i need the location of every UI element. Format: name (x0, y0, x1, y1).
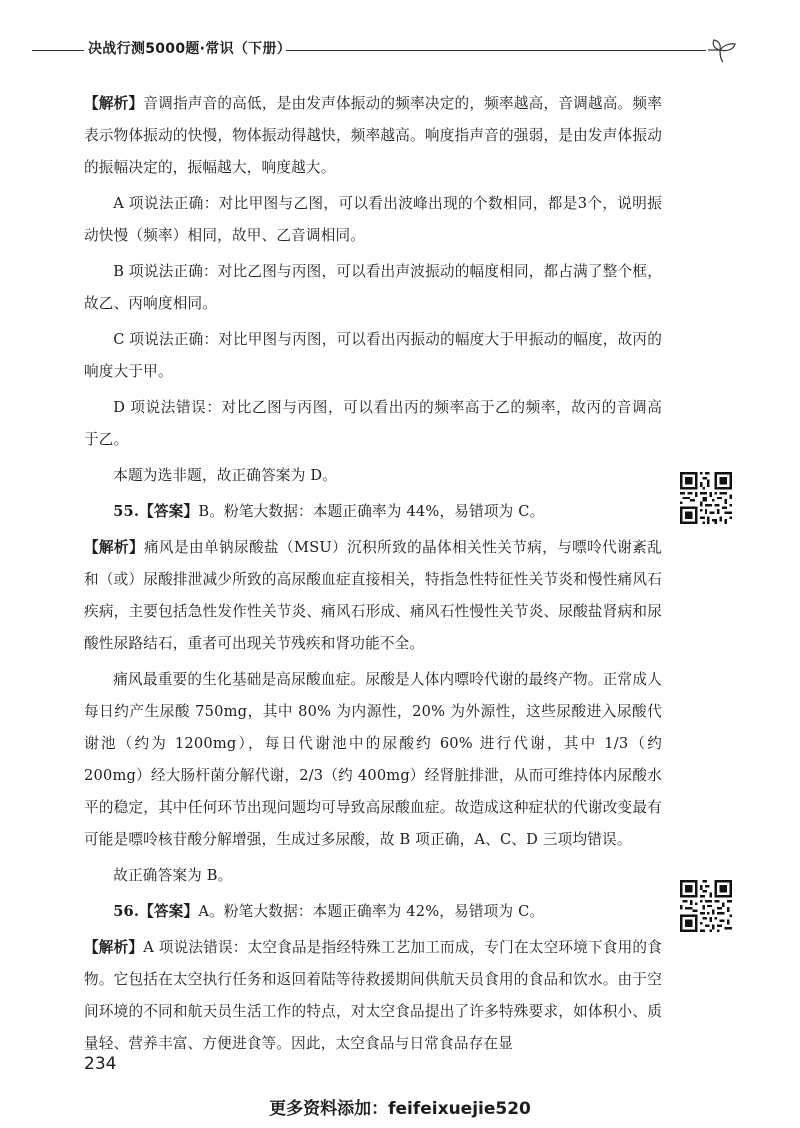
paragraph-option-a (84, 188, 662, 252)
paragraph-text: 本题为选非题，故正确答案为 D。 (113, 467, 338, 484)
paragraph-option-b (84, 256, 662, 320)
paragraph-text: A 项说法正确：对比甲图与乙图，可以看出波峰出现的个数相同，都是3个，说明振动快慢（频率）相同，故甲、乙音调相同。 (84, 195, 662, 244)
answer-tag: 56.【答案】 (113, 903, 199, 920)
paragraph-answer-56 (84, 896, 662, 928)
header-rule-left (32, 50, 84, 51)
page-header (0, 34, 800, 64)
paragraph-analysis-56 (84, 932, 662, 1060)
header-title: 决战行测5000题·常识（下册） (88, 41, 292, 57)
paragraph-option-c (84, 324, 662, 388)
footer-note: 更多资料添加：feifeixuejie520 (269, 1099, 531, 1119)
analysis-tag: 【解析】 (84, 95, 144, 112)
paragraph-text: 痛风最重要的生化基础是高尿酸血症。尿酸是人体内嘌呤代谢的最终产物。正常成人每日约产生尿酸 750mg，其中 80% 为内源性，20% 为外源性，这些尿酸进入尿酸代谢池（约为 1200mg），每日代谢池中的尿酸约 60% 进行代谢，其中 1/3（约 200mg）经大肠杆菌分解代谢，2/3（约 400mg）经肾脏排泄，从而可维持体内尿酸水平的稳定，其中任何环节出现问题均可导致高尿酸血症。故造成这种症状的代谢改变最有可能是嘌呤核苷酸分解增强，生成过多尿酸，故 B 项正确，A、C、D 三项均错误。 (84, 671, 662, 848)
paragraph-text: B 项说法正确：对比乙图与丙图，可以看出声波振动的幅度相同，都占满了整个框，故乙、丙响度相同。 (84, 263, 662, 312)
qr-code-icon[interactable] (680, 472, 732, 524)
paragraph-text: 故正确答案为 B。 (113, 867, 233, 884)
sprout-icon (706, 34, 740, 64)
qr-code-icon[interactable] (680, 880, 732, 932)
paragraph-text: A 项说法错误：太空食品是指经特殊工艺加工而成，专门在太空环境下食用的食物。它包括在太空执行任务和返回着陆等待救援期间供航天员食用的食品和饮水。由于空间环境的不同和航天员生活工作的特点，对太空食品提出了许多特殊要求，如体积小、质量轻、营养丰富、方便进食等。因此，太空食品与日常食品存在显 (84, 939, 662, 1052)
paragraph-analysis-54 (84, 88, 662, 184)
paragraph-text: D 项说法错误：对比乙图与丙图，可以看出丙的频率高于乙的频率，故丙的音调高于乙。 (84, 399, 662, 448)
paragraph-conclusion-54 (84, 460, 662, 492)
analysis-tag: 【解析】 (84, 939, 144, 956)
paragraph-answer-55 (84, 496, 662, 528)
header-rule-right (286, 50, 706, 51)
paragraph-analysis-55 (84, 532, 662, 660)
main-content (84, 88, 662, 1060)
paragraph-text: 痛风是由单钠尿酸盐（MSU）沉积所致的晶体相关性关节病，与嘌呤代谢紊乱和（或）尿酸排泄减少所致的高尿酸血症直接相关，特指急性特征性关节炎和慢性痛风石疾病，主要包括急性发作性关节炎、痛风石形成、痛风石性慢性关节炎、尿酸盐肾病和尿酸性尿路结石，重者可出现关节残疾和肾功能不全。 (84, 539, 662, 652)
paragraph-conclusion-55 (84, 860, 662, 892)
analysis-tag: 【解析】 (84, 539, 145, 556)
paragraph-text: C 项说法正确：对比甲图与丙图，可以看出丙振动的幅度大于甲振动的幅度，故丙的响度大于甲。 (84, 331, 662, 380)
paragraph-text: A。粉笔大数据：本题正确率为 42%，易错项为 C。 (198, 903, 545, 920)
answer-tag: 55.【答案】 (113, 503, 199, 520)
paragraph-option-d (84, 392, 662, 456)
paragraph-explanation-55 (84, 664, 662, 856)
paragraph-text: 音调指声音的高低，是由发声体振动的频率决定的，频率越高，音调越高。频率表示物体振动的快慢，物体振动得越快，频率越高。响度指声音的强弱，是由发声体振动的振幅决定的，振幅越大，响度越大。 (84, 95, 662, 176)
page-number: 234 (84, 1054, 117, 1074)
paragraph-text: B。粉笔大数据：本题正确率为 44%，易错项为 C。 (198, 503, 545, 520)
